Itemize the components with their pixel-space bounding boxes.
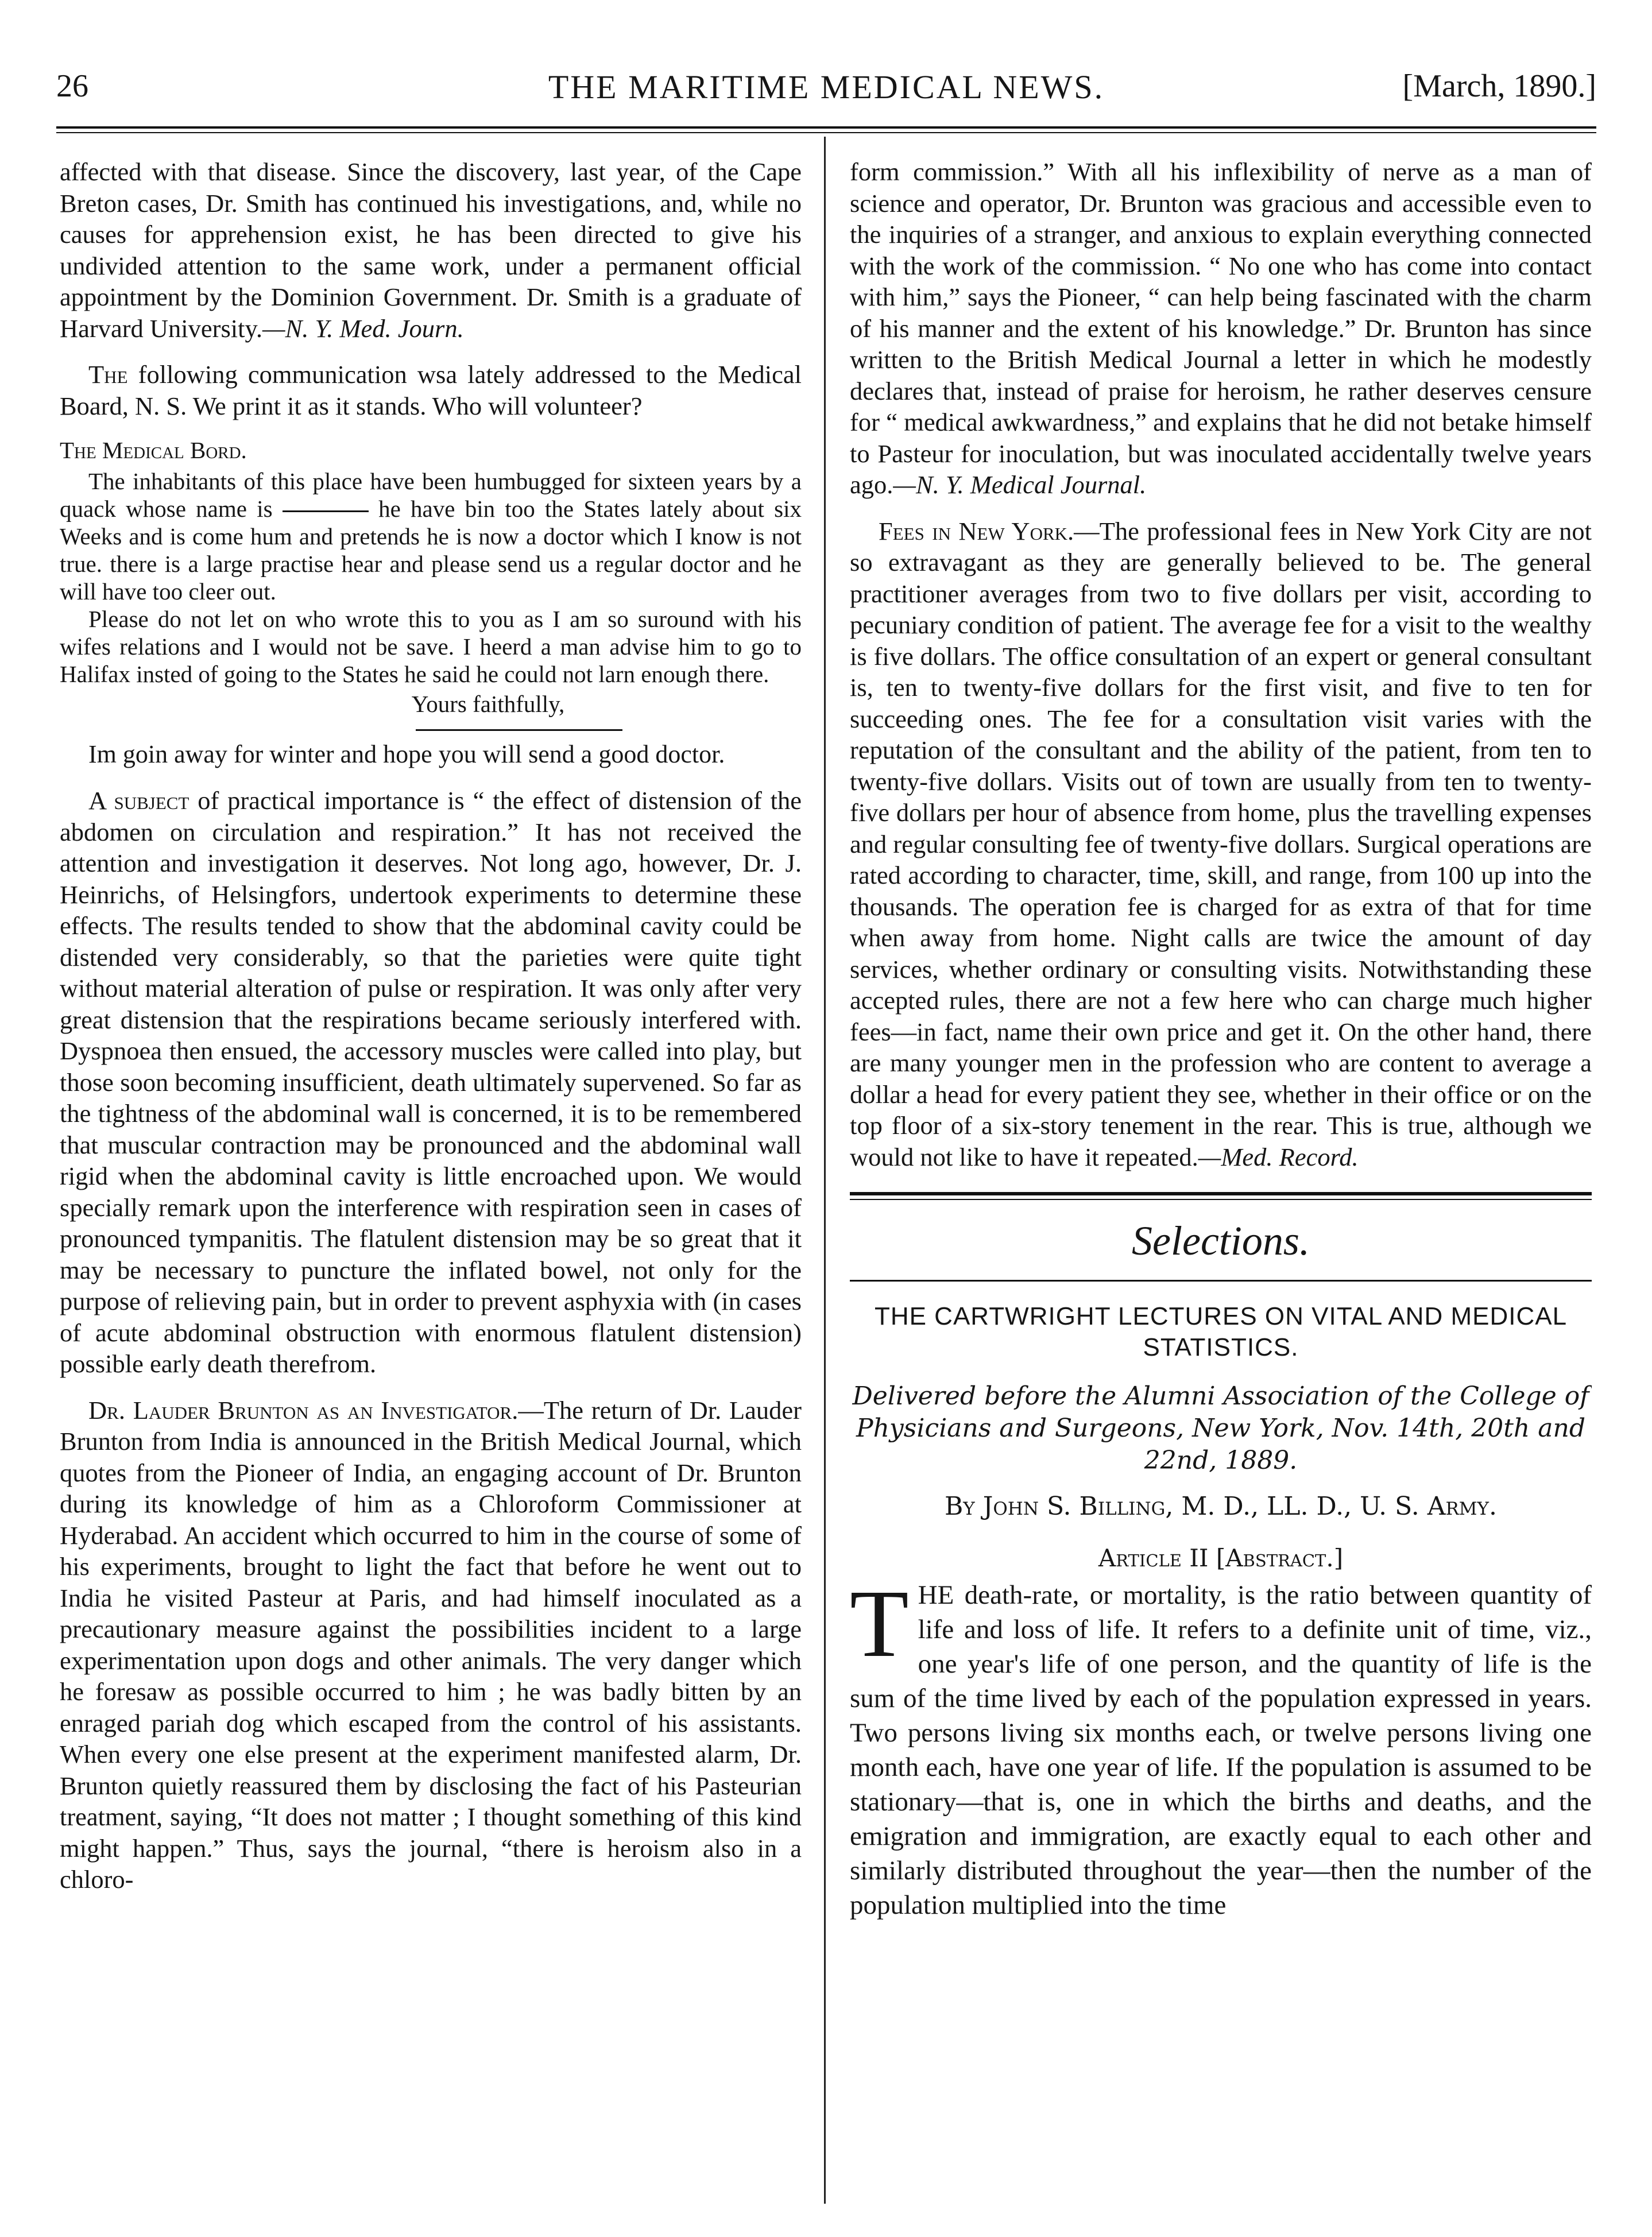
article-heading: Article II [Abstract.]	[1098, 1544, 1344, 1572]
fees-lead: Fees in New York.	[879, 516, 1074, 545]
smith-text: affected with that disease. Since the discovery, last year, of the Cape Breton cases, Dr. Smith has continued his investigations, and, while no causes for apprehension exist, he has been directed to give his undivided attention to the same work, under a permanent official appointment by the Dominion Government. Dr. Smith is a graduate of Harvard University.	[60, 157, 802, 343]
letter-text-1b: he have bin too the States lately about six Weeks and is come hum and pretends he is now a doctor which I know is not true. there is a large practise hear and please send us a regular doctor and he will have too cleer out.	[60, 496, 802, 605]
fees-paragraph	[850, 516, 1592, 1173]
author-byline: By John S. Billing, M. D., LL. D., U. S. Army.	[944, 1492, 1498, 1521]
letter-signoff: Yours faithfully,	[411, 691, 565, 717]
selections-heading: Selections.	[1132, 1218, 1310, 1264]
fees-source: —Med. Record.	[1198, 1142, 1359, 1171]
brunton-lead: Dr. Lauder Brunton as an Investigator.	[88, 1395, 519, 1425]
signature-line	[416, 729, 622, 731]
quack-letter	[60, 436, 802, 770]
letter-heading: The Medical Bord.	[60, 437, 247, 463]
selections-rule-top	[850, 1192, 1592, 1200]
communication-intro	[60, 359, 802, 421]
letter-paragraph-2: Please do not let on who wrote this to you as I am so suround with his wifes relations and I would not be save. I heerd a man advise him to go to Halifax insted of going to the States he said he could not larn enough there.	[60, 606, 802, 687]
communication-text: following communication wsa lately addressed to the Medical Board, N. S. We print it as it stands. Who will volunteer?	[60, 360, 802, 420]
smith-paragraph	[60, 156, 802, 344]
article-first-word: HE	[918, 1580, 954, 1610]
brunton-continued	[850, 156, 1592, 501]
issue-date: [March, 1890.]	[1402, 68, 1596, 104]
communication-lead: The	[88, 360, 128, 389]
fees-text: —The professional fees in New York City are not so extravagant as they are generally believed to be. The general practitioner averages from two to five dollars per visit, according to pecuniary condition of patient. The average fee for a visit to the wealthy is five dollars. The office consultation of an expert or general consultant is, ten to twenty-five dollars for the first visit, and five to ten for succeeding ones. The fee for a consultation visit varies with the reputation of the consultant and the ability of the patient, from ten to twenty-five dollars. Visits out of town are usually from ten to twenty-five dollars per hour of absence from home, plus the travelling expenses and regular consulting fee of twenty-five dollars. Surgical operations are rated according to character, time, skill, and range, from 100 up into the thousands. The operation fee is charged for as extra of that for time when away from home. Night calls are twice the amount of day services, whether ordinary or consulting visits. Notwithstanding these accepted rules, there are not a few here who can charge much higher fees—in fact, name their own price and get it. On the other hand, there are many younger men in the profession who are content to average a dollar a head for every patient they see, whether in their office or on the top floor of a six-story tenement in the rear. This is true, although we would not like to have it repeated.	[850, 516, 1592, 1171]
brunton-continued-text: form commission.” With all his inflexibility of nerve as a man of science and operator, Dr. Brunton was gracious and accessible even to the inquiries of a stranger, and anxious to explain everything connected with the work of the commission. “ No one who has come into contact with him,” says the Pioneer, “ can help being fascinated with the charm of his manner and the extent of his knowledge.” Dr. Brunton has since written to the British Medical Journal a letter in which he modestly declares that, instead of praise for heroism, he rather deserves censure for “ medical awkwardness,” and explains that he did not betake himself to Pasteur for inoculation, but was inoculated accidentally twelve years ago.	[850, 157, 1592, 499]
lecture-subtitle: Delivered before the Alumni Association of the College of Physicians and Surgeons, New York, Nov. 14th, 20th and 22nd, 1889.	[852, 1381, 1589, 1475]
distension-paragraph	[60, 785, 802, 1380]
page-header	[56, 56, 1596, 114]
brunton-text: —The return of Dr. Lauder Brunton from India is announced in the British Medical Journal, which quotes from the Pioneer of India, an engaging account of Dr. Brunton during its knowledge of him as a Chloroform Commissioner at Hyderabad. An accident which occurred to him in the course of some of his experiments, brought to light the fact that before he went out to India he visited Pasteur at Paris, and had himself inoculated as a precautionary measure against the possibilities incident to a large experimentation upon dogs and other animals. The very danger which he foresaw as possible occurred to him ; he was badly bitten by an enraged pariah dog which escaped from the control of his assistants. When every one else present at the experiment manifested alarm, Dr. Brunton quietly reassured them by disclosing the fact of his Pasteurian treatment, saying, “It does not matter ; I thought something of this kind might happen.” Thus, says the journal, “there is heroism also in a chloro-	[60, 1395, 802, 1894]
article-text: death-rate, or mortality, is the ratio between quantity of life and loss of life. It refers to a definite unit of time, viz., one year's life of one person, and the quantity of life is the sum of the time lived by each of the population expressed in years. Two persons living six months each, or twelve persons living one month each, have one year of life. If the population is assumed to be stationary—that is, one in which the births and deaths, and the emigration and immigration, are exactly equal to each other and similarly distributed throughout the year—then the number of the population multiplied into the time	[850, 1580, 1592, 1920]
article-body	[850, 1570, 1592, 1922]
brunton-paragraph	[60, 1395, 802, 1895]
distension-text: of practical importance is “ the effect of distension of the abdomen on circulation and respiration.” It has not received the attention and investigation it deserves. Not long ago, however, Dr. J. Heinrichs, of Helsingfors, undertook experiments to determine these effects. The results tended to show that the abdominal cavity could be distended very considerably, so that the parieties were quite tight without material alteration of pulse or respiration. It was only after very great distension that the respirations became seriously interfered with. Dyspnoea then ensued, the accessory muscles were called into play, but those soon becoming insufficient, death ultimately supervened. So far as the tightness of the abdominal wall is concerned, it is to be remembered that muscular contraction may be pronounced and the abdominal wall rigid when the abdominal cavity is little encroached upon. We would specially remark upon the interference with respiration seen in cases of pronounced tympanitis. The flatulent distension may be so great that it may be necessary to puncture the inflated bowel, not only for the purpose of relieving pain, but in order to prevent asphyxia with (in cases of acute abdominal obstruction with enormous flatulent distension) possible early death therefrom.	[60, 786, 802, 1378]
letter-paragraph-1	[60, 467, 802, 605]
distension-lead: A subject	[88, 786, 189, 815]
journal-title: THE MARITIME MEDICAL NEWS.	[548, 68, 1105, 106]
letter-postscript: Im goin away for winter and hope you will send a good doctor.	[88, 740, 725, 768]
selections-rule-bottom	[850, 1280, 1592, 1282]
brunton-source: —N. Y. Medical Journal.	[893, 470, 1147, 499]
lecture-title: THE CARTWRIGHT LECTURES ON VITAL AND MEDICAL STATISTICS.	[874, 1302, 1568, 1361]
page-number: 26	[56, 68, 88, 104]
column-divider	[824, 137, 826, 2204]
letter-text-1a: The inhabitants of this place have been humbugged for sixteen years by a quack whose name is	[60, 468, 802, 522]
drop-cap: T	[850, 1570, 909, 1677]
name-blank	[283, 510, 369, 512]
header-rule	[56, 126, 1596, 133]
right-column	[850, 156, 1592, 2223]
left-column	[60, 156, 802, 2223]
smith-source: —N. Y. Med. Journ.	[262, 314, 464, 343]
